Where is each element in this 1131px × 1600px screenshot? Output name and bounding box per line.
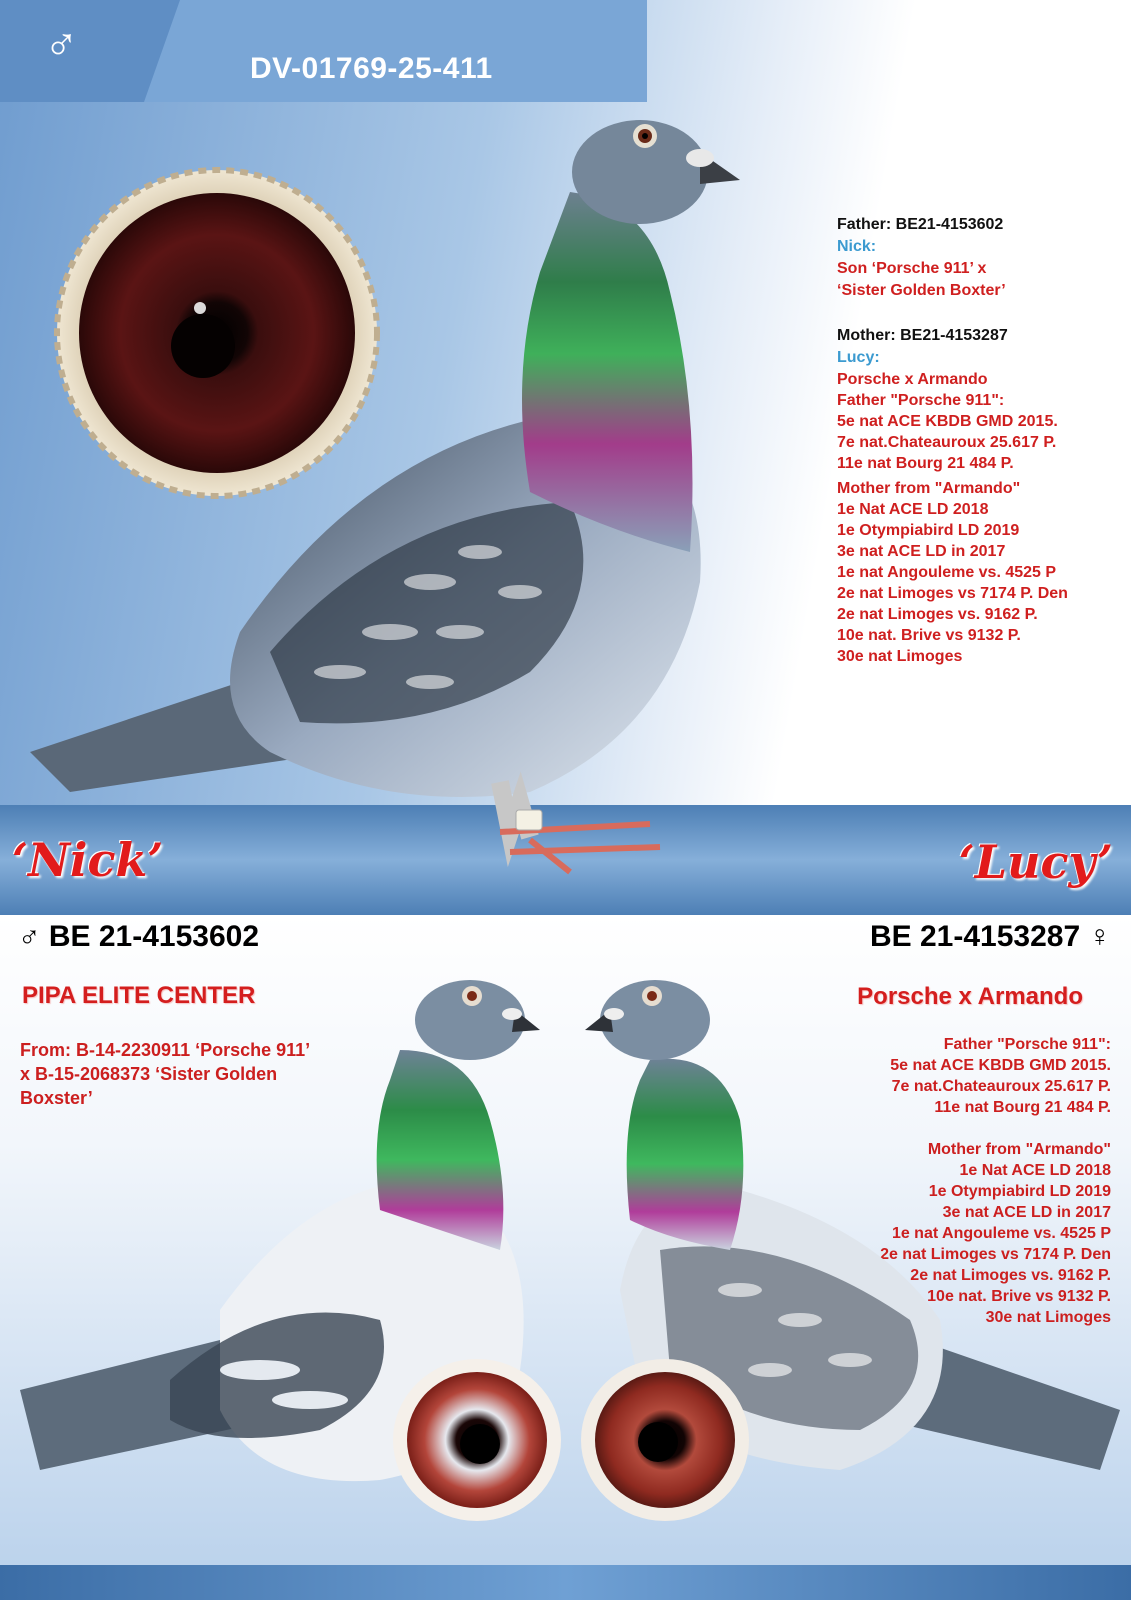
dam-name-label: ‘Lucy’	[958, 835, 1113, 889]
dam-result-item: 1e Nat ACE LD 2018	[959, 1162, 1111, 1179]
dam-result-item: 11e nat Bourg 21 484 P.	[934, 1099, 1111, 1116]
mother-result-item: 11e nat Bourg 21 484 P.	[837, 455, 1014, 472]
sire-eye-image	[392, 1358, 562, 1523]
sire-name-label: ‘Nick’	[12, 833, 164, 887]
mother-result-item: 5e nat ACE KBDB GMD 2015.	[837, 413, 1058, 430]
father-line: Father: BE21-4153602	[837, 216, 1004, 233]
dam-result-item: 1e Otympiabird LD 2019	[928, 1183, 1111, 1200]
mother-result-item: 30e nat Limoges	[837, 648, 963, 665]
father-desc-2: ‘Sister Golden Boxter’	[837, 282, 1006, 299]
dam-result-item: 30e nat Limoges	[985, 1309, 1111, 1326]
dam-result-item: 2e nat Limoges vs 7174 P. Den	[880, 1246, 1111, 1263]
dam-ring-text: BE 21-4153287	[869, 920, 1081, 953]
mother-result-item: 2e nat Limoges vs. 9162 P.	[837, 606, 1038, 623]
footer-bar	[0, 1565, 1131, 1600]
mother-result-item: 3e nat ACE LD in 2017	[837, 543, 1006, 560]
sire-ring-number	[18, 920, 259, 954]
dam-ring-number	[870, 920, 1111, 954]
mother-line: Mother: BE21-4153287	[837, 327, 1008, 344]
mother-result-item: 10e nat. Brive vs 9132 P.	[837, 627, 1021, 644]
father-name: Nick:	[837, 238, 877, 255]
mother-result-item: 2e nat Limoges vs 7174 P. Den	[837, 585, 1068, 602]
mother-result-item: 1e Otympiabird LD 2019	[837, 522, 1020, 539]
male-symbol-icon: ♂	[18, 920, 41, 953]
sire-subtitle: PIPA ELITE CENTER	[22, 982, 256, 1009]
dam-result-item: Father "Porsche 911":	[943, 1036, 1111, 1053]
mother-name: Lucy:	[837, 349, 880, 366]
mother-result-item: 1e Nat ACE LD 2018	[837, 501, 989, 518]
mother-result-item: Porsche x Armando	[837, 371, 988, 388]
pigeon-main-image	[10, 112, 760, 882]
sire-ring-text: BE 21-4153602	[48, 920, 260, 953]
dam-result-item: 10e nat. Brive vs 9132 P.	[927, 1288, 1111, 1305]
mother-result-item: 7e nat.Chateauroux 25.617 P.	[837, 434, 1057, 451]
mother-result-item: Father "Porsche 911":	[837, 392, 1005, 409]
male-symbol-icon: ♂	[44, 18, 79, 70]
female-symbol-icon: ♀	[1088, 920, 1111, 953]
sire-origin-line: From: B-14-2230911 ‘Porsche 911’	[20, 1040, 311, 1060]
dam-result-item: Mother from "Armando"	[927, 1141, 1111, 1158]
ring-number-title: DV-01769-25-411	[250, 52, 493, 85]
sire-origin-line: x B-15-2068373 ‘Sister Golden	[20, 1064, 278, 1084]
dam-result-item: 3e nat ACE LD in 2017	[942, 1204, 1111, 1221]
dam-result-item: 5e nat ACE KBDB GMD 2015.	[890, 1057, 1111, 1074]
mother-result-item: Mother from "Armando"	[837, 480, 1021, 497]
mother-result-item: 1e nat Angouleme vs. 4525 P	[837, 564, 1057, 581]
dam-subtitle: Porsche x Armando	[857, 983, 1083, 1010]
dam-result-item: 1e nat Angouleme vs. 4525 P	[891, 1225, 1111, 1242]
sire-origin-line: Boxster’	[20, 1088, 93, 1108]
mother-results-list	[837, 369, 1127, 667]
dam-eye-image	[580, 1358, 750, 1523]
father-desc-1: Son ‘Porsche 911’ x	[837, 260, 987, 277]
dam-result-item: 2e nat Limoges vs. 9162 P.	[910, 1267, 1111, 1284]
dam-result-item: 7e nat.Chateauroux 25.617 P.	[891, 1078, 1111, 1095]
